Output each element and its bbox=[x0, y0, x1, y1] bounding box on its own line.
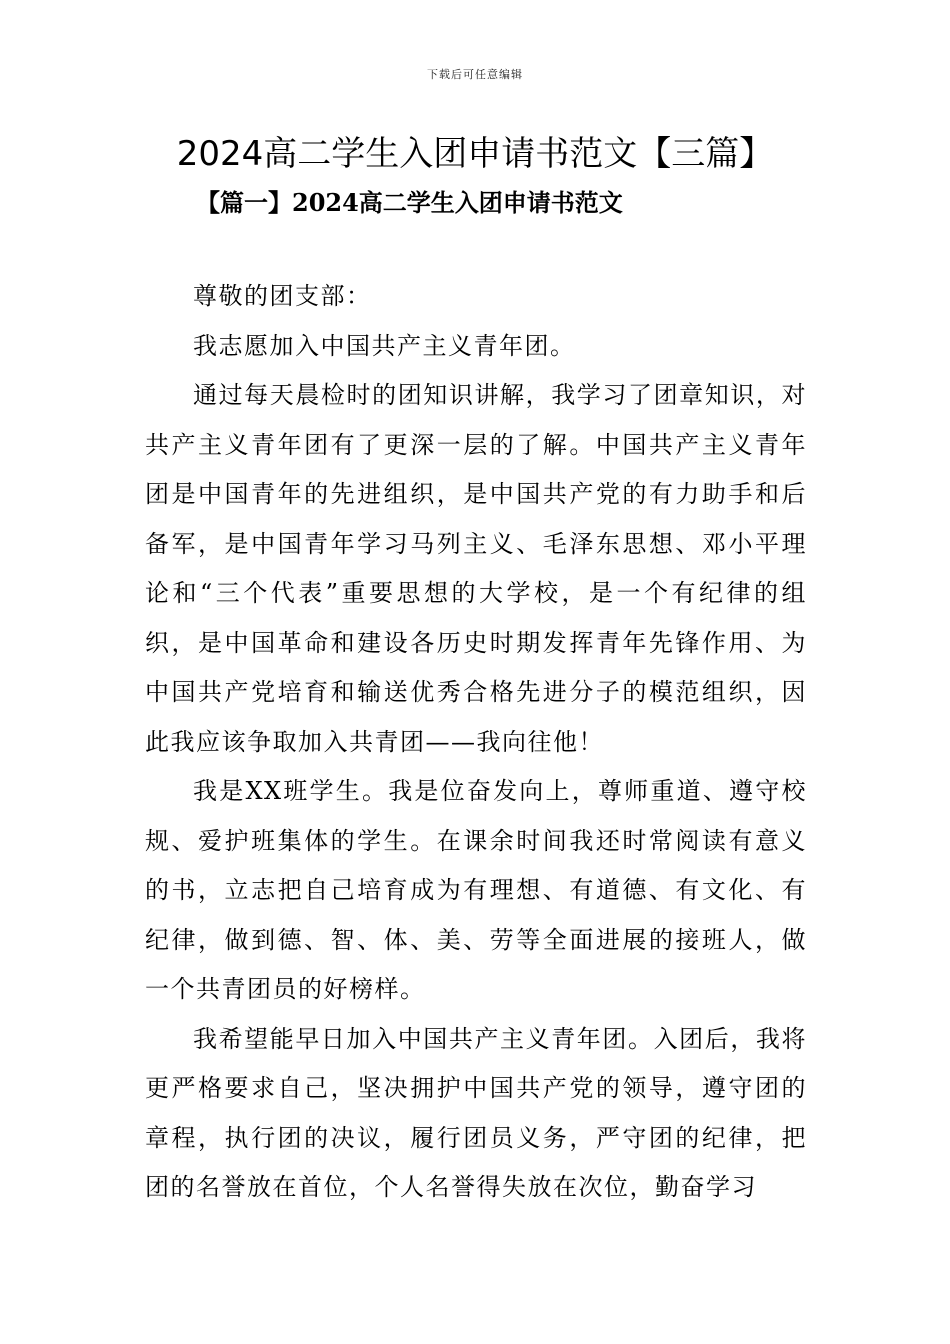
paragraph: 通过每天晨检时的团知识讲解，我学习了团章知识，对共产主义青年团有了更深一层的了解。中国共产主义青年团是中国青年的先进组织，是中国共产党的有力助手和后备军，是中国青年学习马列主义、毛泽东思想、邓小平理论和“三个代表”重要思想的大学校，是一个有纪律的组织，是中国革命和建设各历史时期发挥青年先锋作用、为中国共产党培育和输送优秀合格先进分子的模范组织，因此我应该争取加入共青团——我向往他！ bbox=[145, 381, 807, 756]
document-body bbox=[145, 272, 807, 1213]
paragraph: 我志愿加入中国共产主义青年团。 bbox=[193, 331, 576, 360]
paragraph: 我希望能早日加入中国共产主义青年团。入团后，我将更严格要求自己，坚决拥护中国共产党的领导，遵守团的章程，执行团的决议，履行团员义务，严守团的纪律，把团的名誉放在首位，个人名誉得失放在次位，勤奋学习 bbox=[145, 1024, 807, 1201]
salutation: 尊敬的团支部： bbox=[193, 282, 372, 310]
header-note: 下载后可任意编辑 bbox=[427, 68, 523, 81]
document-title: 2024高二学生入团申请书范文【三篇】 bbox=[176, 134, 774, 174]
section-heading: 【篇一】2024高二学生入团申请书范文 bbox=[196, 188, 623, 217]
paragraph: 我是XX班学生。我是位奋发向上，尊师重道、遵守校规、爱护班集体的学生。在课余时间我还时常阅读有意义的书，立志把自己培育成为有理想、有道德、有文化、有纪律，做到德、智、体、美、劳等全面进展的接班人，做一个共青团员的好榜样。 bbox=[145, 777, 807, 1003]
